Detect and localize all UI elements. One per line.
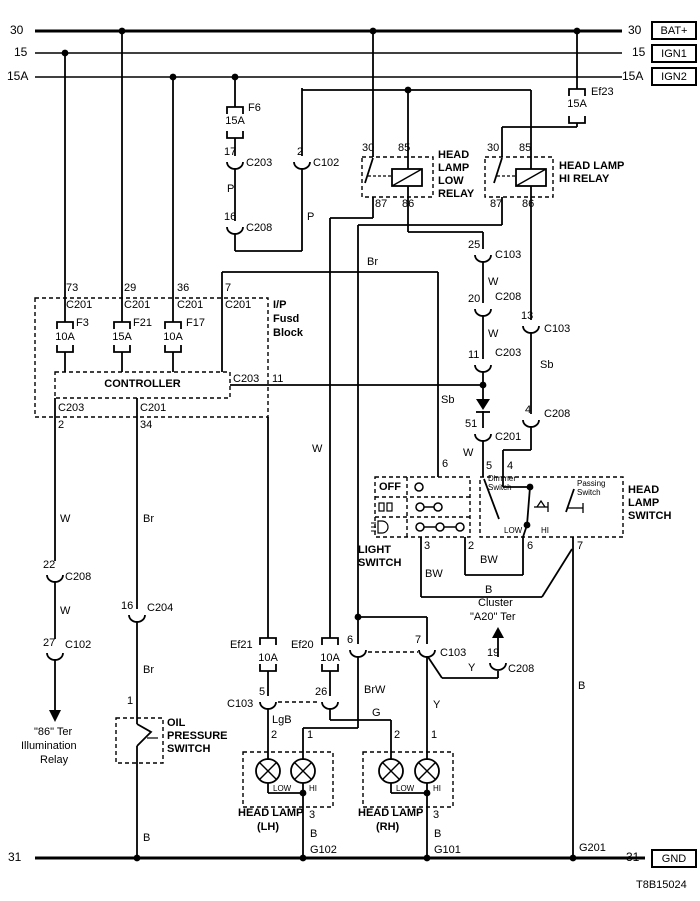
light-switch-pin-3: 3	[424, 540, 431, 552]
wire-label-sb-right: Sb	[540, 359, 554, 371]
connector-27-pin: 27	[43, 637, 56, 649]
wire-label-br-mid: Br	[143, 513, 154, 525]
connector-20-pin: 20	[468, 293, 481, 305]
hls-pin-5: 5	[486, 460, 493, 472]
connector-13-pin: 13	[521, 310, 534, 322]
wire-label-p1: P	[227, 183, 235, 195]
wire-label-b-sw: B	[485, 584, 493, 596]
lh-title-1: HEAD LAMP	[238, 807, 304, 819]
diode-icon	[476, 399, 490, 412]
dimmer-hi-label: HI	[541, 526, 549, 535]
ip-fuse-block-box	[35, 298, 268, 417]
wire-label-y1: Y	[468, 662, 476, 674]
head-lamp-rh-box	[363, 752, 453, 807]
rh-title-2: (RH)	[376, 821, 400, 833]
relay-hi-pin-30: 30	[487, 142, 500, 154]
connector-22-pin: 22	[43, 559, 56, 571]
bus-15-label-left: 15	[14, 45, 28, 59]
ip-block-label-2: Fusd	[273, 313, 300, 325]
dimmer-switch-label-2: Switch	[488, 483, 512, 492]
wire-label-w-l1: W	[60, 513, 71, 525]
fuse-ef20-name: Ef20	[291, 639, 314, 651]
fuse-ef21-name: Ef21	[230, 639, 253, 651]
ip-pin-29-conn: C201	[124, 299, 151, 311]
ip-pin-36: 36	[177, 282, 190, 294]
fuse-f21-rating: 15A	[112, 331, 132, 343]
relay-low-title-1: HEAD	[438, 149, 470, 161]
connector-16b-name: C204	[147, 602, 174, 614]
ground-g102-label: G102	[310, 844, 337, 856]
connector-19-name: C208	[508, 663, 535, 675]
connector-20-name: C208	[495, 291, 522, 303]
connector-arcs	[47, 162, 539, 709]
rh-pin-gnd: 3	[433, 809, 440, 821]
connector-27-name: C102	[65, 639, 92, 651]
connector-11-pin: 11	[468, 349, 480, 361]
connector-16-pin: 16	[224, 211, 237, 223]
wire-label-b-right: B	[578, 680, 586, 692]
connector-26-pin: 26	[315, 686, 328, 698]
relay-low-pin-30: 30	[362, 142, 375, 154]
light-switch-pin-6-top: 6	[442, 458, 449, 470]
bus-31-label-right: 31	[626, 850, 640, 864]
ip-out-c203: C203	[58, 402, 85, 414]
connector-7-name: C103	[440, 647, 467, 659]
terminal-gnd: GND	[651, 849, 697, 868]
connector-11-name: C203	[495, 347, 522, 359]
rh-pin-low: 2	[394, 729, 401, 741]
cluster-arrow-up-icon	[492, 627, 504, 638]
headlamp-icon	[378, 521, 388, 533]
illumination-ref-2: Illumination	[21, 740, 77, 752]
rh-hi-label: HI	[433, 784, 441, 793]
lh-title-2: (LH)	[257, 821, 279, 833]
relay-low-pin-87: 87	[375, 198, 388, 210]
fuse-ef21-rating: 10A	[258, 652, 278, 664]
terminal-ign2: IGN2	[651, 67, 697, 86]
wire-label-w2: W	[488, 328, 499, 340]
wire-label-y2: Y	[433, 699, 441, 711]
relay-low-pin-85: 85	[398, 142, 411, 154]
hls-pin-4: 4	[507, 460, 514, 472]
fuse-ef20-rating: 10A	[320, 652, 340, 664]
relay-hi-pin-87: 87	[490, 198, 503, 210]
ip-out-c201-pin: 34	[140, 419, 153, 431]
light-switch-pin-2: 2	[468, 540, 475, 552]
bus-15a-label-right: 15A	[622, 69, 644, 83]
connector-25-name: C103	[495, 249, 522, 261]
wire-label-p2: P	[307, 211, 315, 223]
ground-g101-label: G101	[434, 844, 461, 856]
light-switch-title-2: SWITCH	[358, 557, 402, 569]
dimmer-switch-label-1: Dimmer	[488, 474, 516, 483]
ip-pin-73-conn: C201	[66, 299, 93, 311]
fuse-f3-name: F3	[76, 317, 89, 329]
wire-label-br-oil: Br	[143, 664, 154, 676]
hls-title-1: HEAD	[628, 484, 660, 496]
wire-label-brw: BrW	[364, 684, 386, 696]
wire-label-w-l2: W	[60, 605, 71, 617]
passing-switch-label-2: Switch	[577, 488, 601, 497]
light-switch-contacts	[415, 483, 464, 531]
controller-out-conn: C203	[233, 373, 260, 385]
relay-hi-pin-86: 86	[522, 198, 535, 210]
fuse-f6-rating: 15A	[225, 115, 245, 127]
terminal-ign1: IGN1	[651, 44, 697, 63]
fuse-f17-rating: 10A	[163, 331, 183, 343]
relay-low-pin-86: 86	[402, 198, 415, 210]
bus-15a-label-left: 15A	[7, 69, 29, 83]
relay-low-contact-icon	[365, 158, 373, 183]
park-lamp-icon	[379, 503, 384, 511]
lh-pin-hi: 1	[307, 729, 314, 741]
light-switch-title-1: LIGHT	[358, 544, 391, 556]
ip-out-c201: C201	[140, 402, 167, 414]
ip-out-c203-pin: 2	[58, 419, 65, 431]
relay-low-title-2: LAMP	[438, 162, 470, 174]
connector-5-pin: 5	[259, 686, 266, 698]
rh-title-1: HEAD LAMP	[358, 807, 424, 819]
bus-15-label-right: 15	[632, 45, 646, 59]
fuse-f17-name: F17	[186, 317, 205, 329]
connector-17-pin: 17	[224, 146, 237, 158]
wire-label-w1: W	[488, 276, 499, 288]
connector-2-pin: 2	[297, 146, 304, 158]
ip-pin-29: 29	[124, 282, 137, 294]
rh-low-label: LOW	[396, 784, 415, 793]
light-switch-icons	[371, 503, 392, 533]
connector-5-name: C103	[227, 698, 254, 710]
lamp-bulbs	[256, 759, 439, 783]
connector-19-pin: 19	[487, 647, 500, 659]
cluster-ref-2: "A20" Ter	[470, 611, 516, 623]
wire-label-b-lh: B	[310, 828, 318, 840]
hls-pin-6: 6	[527, 540, 534, 552]
fuse-ef23-name: Ef23	[591, 86, 614, 98]
passing-switch-label-1: Passing	[577, 479, 606, 488]
connector-4-name: C208	[544, 408, 571, 420]
bus-30-label-left: 30	[10, 23, 24, 37]
illumination-ref-3: Relay	[40, 754, 69, 766]
wire-label-lgb: LgB	[272, 714, 292, 726]
bus-lines	[35, 31, 645, 858]
wire-label-w-low: W	[312, 443, 323, 455]
wire-label-br-top: Br	[367, 256, 378, 268]
connector-2-name: C102	[313, 157, 340, 169]
ip-pin-36-conn: C201	[177, 299, 204, 311]
rh-pin-hi: 1	[431, 729, 438, 741]
connector-16-name: C208	[246, 222, 273, 234]
oil-switch-title-1: OIL	[167, 717, 186, 729]
lh-pin-gnd: 3	[309, 809, 316, 821]
wire-label-w-dim: W	[463, 447, 474, 459]
hls-title-3: SWITCH	[628, 510, 672, 522]
wire-label-g: G	[372, 707, 381, 719]
wire-label-b-rh: B	[434, 828, 442, 840]
oil-switch-internals	[137, 724, 158, 746]
connector-16b-pin: 16	[121, 600, 134, 612]
lh-hi-label: HI	[309, 784, 317, 793]
terminal-bat: BAT+	[651, 21, 697, 40]
connector-6-pin: 6	[347, 634, 354, 646]
wire-label-b-oil: B	[143, 832, 151, 844]
wire-label-bw1: BW	[425, 568, 443, 580]
oil-switch-title-2: PRESSURE	[167, 730, 228, 742]
dimmer-low-label: LOW	[504, 526, 523, 535]
lh-pin-low: 2	[271, 729, 278, 741]
connector-13-name: C103	[544, 323, 571, 335]
hls-pin-7: 7	[577, 540, 584, 552]
head-lamp-lh-box	[243, 752, 333, 807]
bus-30-label-right: 30	[628, 23, 642, 37]
connector-7-pin: 7	[415, 634, 422, 646]
illumination-ref-1: "86" Ter	[34, 726, 73, 738]
diagram-code: T8B15024	[636, 879, 687, 891]
controller-out-pin: 11	[272, 373, 284, 385]
wire-label-sb: Sb	[441, 394, 455, 406]
fuse-f21-name: F21	[133, 317, 152, 329]
bus-31-label-left: 31	[8, 850, 22, 864]
connector-pair-links	[278, 652, 418, 702]
relay-hi-pin-85: 85	[519, 142, 532, 154]
fuse-f6-name: F6	[248, 102, 261, 114]
hls-title-2: LAMP	[628, 497, 660, 509]
illumination-arrow-down-icon	[49, 710, 61, 722]
controller-label: CONTROLLER	[104, 378, 181, 390]
relay-hi-title-2: HI RELAY	[559, 173, 610, 185]
connector-4-pin: 4	[525, 404, 532, 416]
connector-22-name: C208	[65, 571, 92, 583]
ip-block-label-3: Block	[273, 327, 303, 339]
connector-25-pin: 25	[468, 239, 481, 251]
oil-switch-title-3: SWITCH	[167, 743, 211, 755]
relay-hi-title-1: HEAD LAMP	[559, 160, 625, 172]
relay-low-title-3: LOW	[438, 175, 464, 187]
relay-low-title-4: RELAY	[438, 188, 475, 200]
ip-pin-73: 73	[66, 282, 79, 294]
relay-hi-contact-icon	[494, 158, 502, 183]
connector-51-name: C201	[495, 431, 522, 443]
ip-pin-7-conn: C201	[225, 299, 252, 311]
lh-low-label: LOW	[273, 784, 292, 793]
light-switch-off-label: OFF	[379, 481, 401, 493]
ground-g201-label: G201	[579, 842, 606, 854]
fuse-f3-rating: 10A	[55, 331, 75, 343]
ip-pin-7: 7	[225, 282, 232, 294]
ip-block-label-1: I/P	[273, 299, 287, 311]
wire-label-bw2: BW	[480, 554, 498, 566]
connector-17-name: C203	[246, 157, 273, 169]
oil-switch-pin-1: 1	[127, 695, 134, 707]
fuse-ef23-rating: 15A	[567, 98, 587, 110]
cluster-ref-1: Cluster	[478, 597, 513, 609]
connector-51-pin: 51	[465, 418, 478, 430]
